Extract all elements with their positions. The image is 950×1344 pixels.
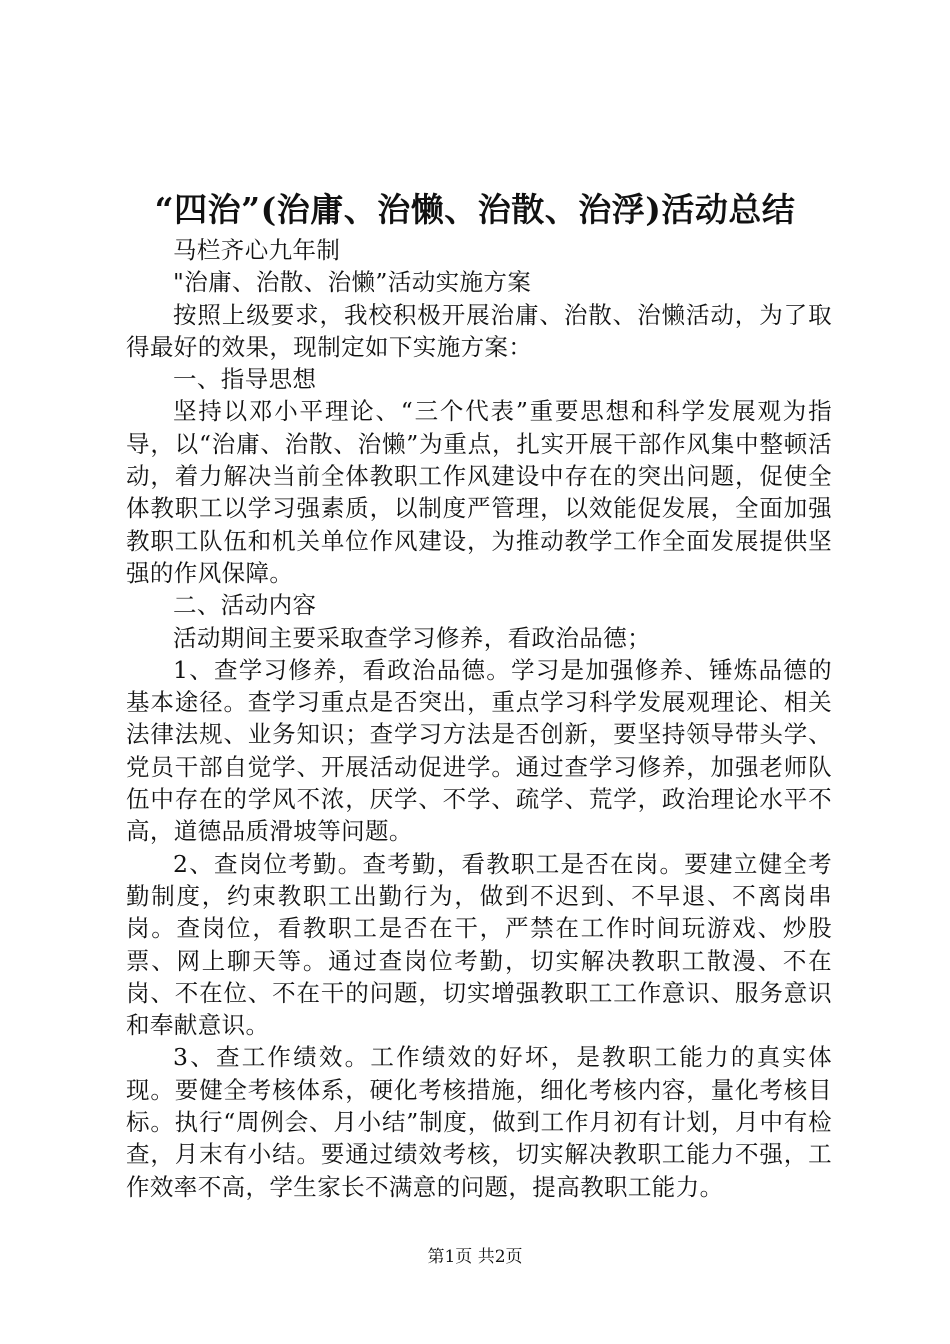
paragraph-plan-title: "治庸、治散、治懒”活动实施方案 — [173, 268, 532, 297]
paragraph-item-1: 1、查学习修养，看政治品德。学习是加强修养、锤炼品德的基本途径。查学习重点是否突出，重点学习科学发展观理论、相关法律法规、业务知识；查学习方法是否创新，要坚持领导带头学、党员干部自觉学、开展活动促进学。通过查学习修养，加强老师队伍中存在的学风不浓，厌学、不学、疏学、荒学，政治理论水平不高，道德品质滑坡等问题。 — [126, 655, 832, 846]
paragraph-intro: 按照上级要求，我校积极开展治庸、治散、治懒活动，为了取得最好的效果，现制定如下实施方案： — [126, 300, 832, 361]
page-number-footer: 第1页 共2页 — [427, 1247, 523, 1267]
paragraph-item-3: 3、查工作绩效。工作绩效的好坏，是教职工能力的真实体现。要健全考核体系，硬化考核措施，细化考核内容，量化考核目标。执行“周例会、月小结”制度，做到工作月初有计划，月中有检查，月末有小结。要通过绩效考核，切实解决教职工能力不强，工作效率不高，学生家长不满意的问题，提高教职工能力。 — [126, 1043, 832, 1201]
paragraph-guiding-ideology: 坚持以邓小平理论、“三个代表”重要思想和科学发展观为指导，以“治庸、治散、治懒”为重点，扎实开展干部作风集中整顿活动，着力解决当前全体教职工作风建设中存在的突出问题，促使全体教职工以学习强素质，以制度严管理，以效能促发展，全面加强教职工队伍和机关单位作风建设，为推动教学工作全面发展提供坚强的作风保障。 — [126, 397, 832, 587]
paragraph-school-name: 马栏齐心九年制 — [173, 236, 341, 264]
paragraph-item-2: 2、查岗位考勤。查考勤，看教职工是否在岗。要建立健全考勤制度，约束教职工出勤行为，做到不迟到、不早退、不离岗串岗。查岗位，看教职工是否在干，严禁在工作时间玩游戏、炒股票、网上聊天等。通过查岗位考勤，切实解决教职工散漫、不在岗、不在位、不在干的问题，切实增强教职工工作意识、服务意识和奉献意识。 — [126, 849, 832, 1040]
document-title: “四治”(治庸、治懒、治散、治浮)活动总结 — [154, 190, 796, 229]
document-body — [126, 234, 832, 1203]
heading-guiding-ideology: 一、指导思想 — [173, 365, 317, 394]
paragraph-activity-summary: 活动期间主要采取查学习修养，看政治品德； — [173, 623, 651, 652]
heading-activity-content: 二、活动内容 — [173, 591, 317, 620]
